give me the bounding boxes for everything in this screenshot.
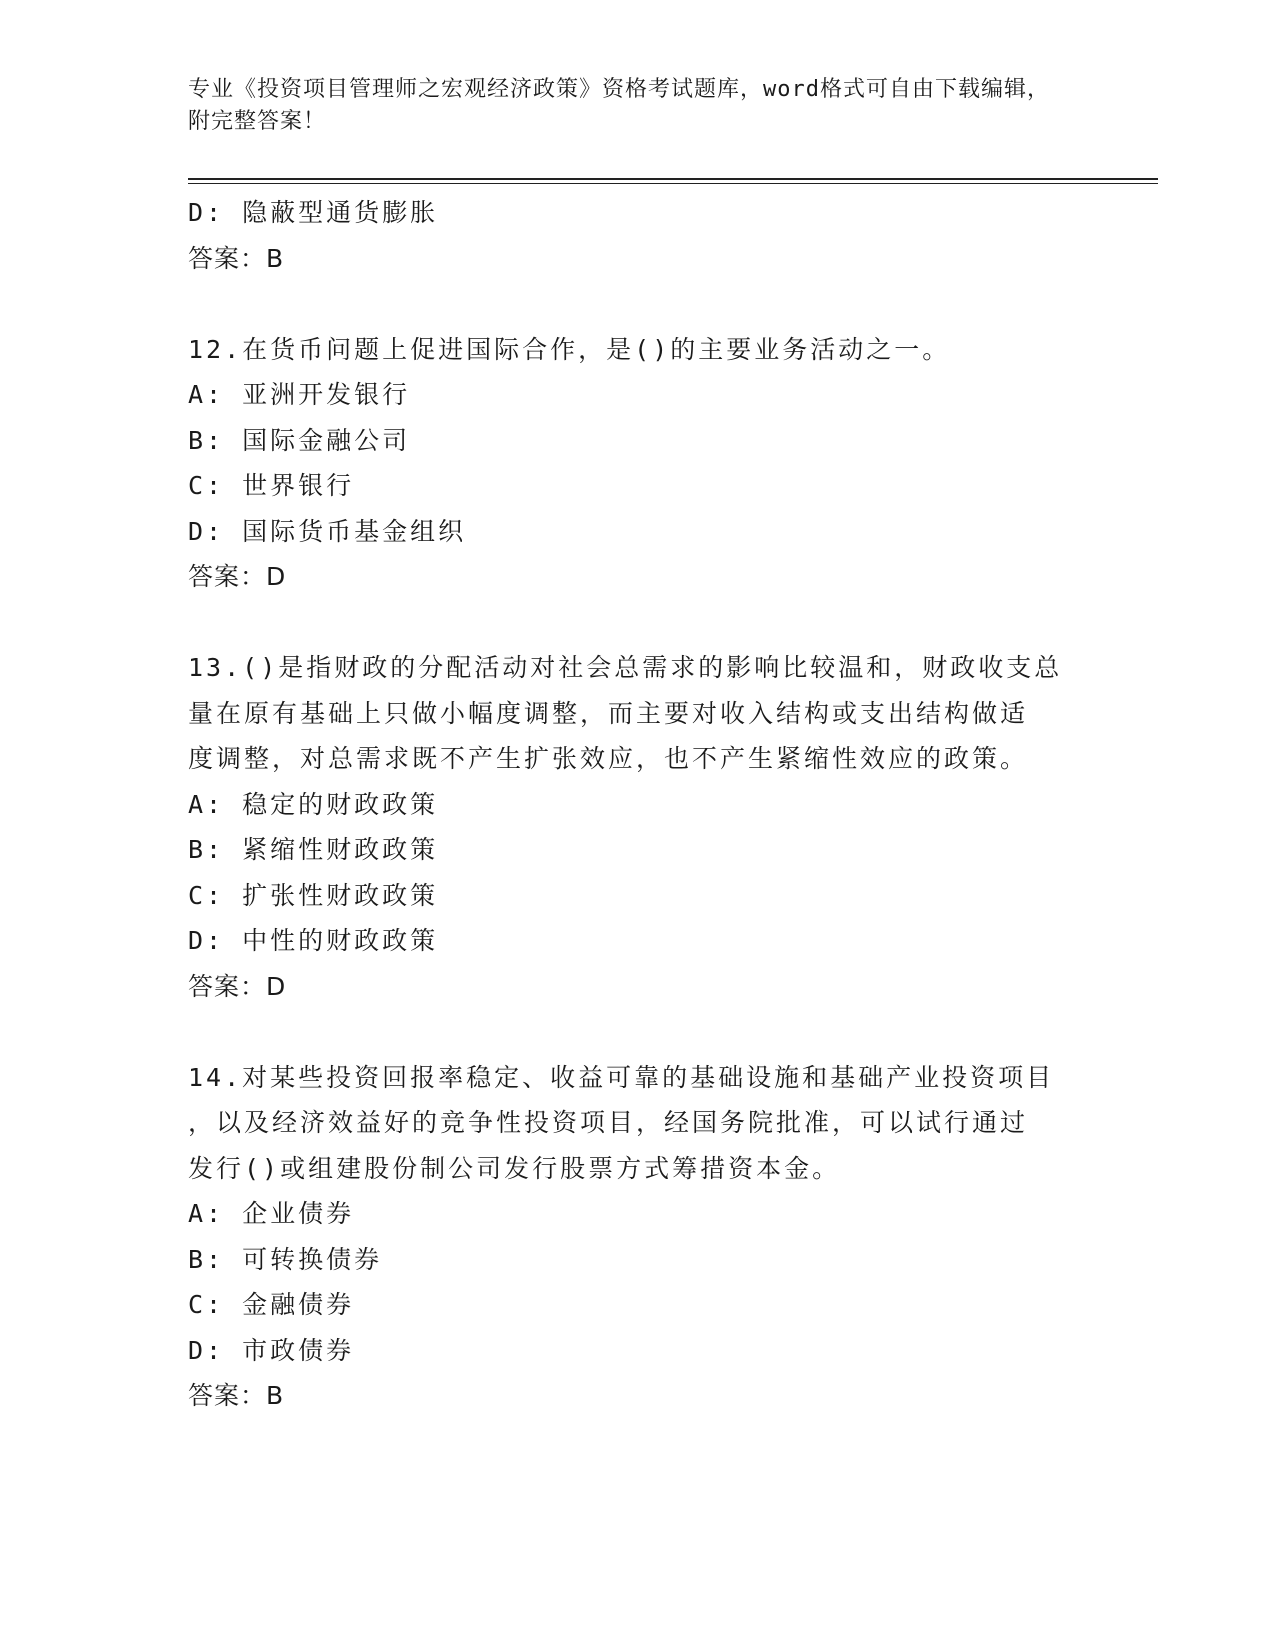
option-a: A: 企业债券 xyxy=(188,1199,355,1228)
option-d: D: 国际货币基金组织 xyxy=(188,516,467,546)
question-text-line: 量在原有基础上只做小幅度调整，而主要对收入结构或支出结构做适 xyxy=(188,698,1029,728)
header-rule-thick xyxy=(188,178,1158,180)
option-c: C: 世界银行 xyxy=(188,471,355,500)
header-rule-thin xyxy=(188,183,1158,184)
option-a: A: 亚洲开发银行 xyxy=(188,380,411,409)
carry-over-answer: 答案：B xyxy=(188,243,285,273)
option-b: B: 可转换债券 xyxy=(188,1244,383,1274)
question-text-line: 发行()或组建股份制公司发行股票方式筹措资本金。 xyxy=(188,1153,841,1183)
option-d: D: 市政债券 xyxy=(188,1335,355,1365)
question-12 xyxy=(188,327,1088,601)
answer: 答案：D xyxy=(188,971,287,1001)
option-b: B: 紧缩性财政政策 xyxy=(188,835,439,864)
option-b: B: 国际金融公司 xyxy=(188,425,411,455)
option-d: D: 中性的财政政策 xyxy=(188,926,439,955)
option-c: C: 扩张性财政政策 xyxy=(188,880,439,910)
option-c: C: 金融债券 xyxy=(188,1290,355,1319)
question-text-line: 14.对某些投资回报率稳定、收益可靠的基础设施和基础产业投资项目 xyxy=(188,1062,1055,1092)
question-text-line: 度调整，对总需求既不产生扩张效应，也不产生紧缩性效应的政策。 xyxy=(188,744,1029,773)
question-text-line: 12.在货币问题上促进国际合作，是()的主要业务活动之一。 xyxy=(188,334,951,364)
question-text-line: ，以及经济效益好的竞争性投资项目，经国务院批准，可以试行通过 xyxy=(188,1108,1029,1137)
question-text-line: 13.()是指财政的分配活动对社会总需求的影响比较温和，财政收支总 xyxy=(188,653,1063,682)
document-header: 专业《投资项目管理师之宏观经济政策》资格考试题库，word格式可自由下载编辑，附完整答案！ xyxy=(188,77,1050,134)
option-a: A: 稳定的财政政策 xyxy=(188,789,439,819)
carry-over-option-d: D: 隐蔽型通货膨胀 xyxy=(188,198,439,227)
answer: 答案：D xyxy=(188,562,287,591)
answer: 答案：B xyxy=(188,1381,285,1410)
question-14 xyxy=(188,1055,1088,1420)
question-13 xyxy=(188,645,1088,1010)
document-content xyxy=(188,190,1088,1419)
